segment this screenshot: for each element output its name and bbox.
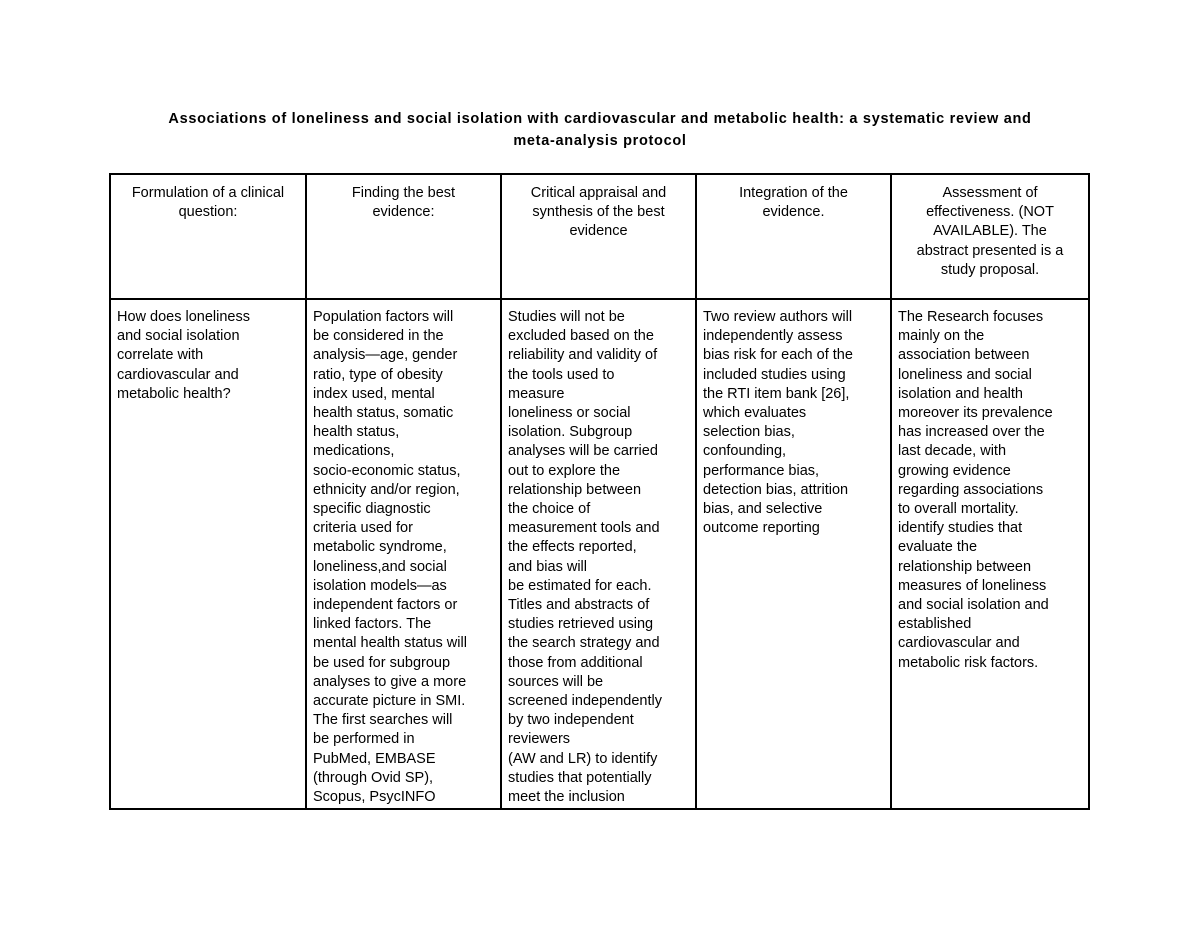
- body-cell-integration: [696, 299, 891, 809]
- header-text-finding-evidence: Finding the best evidence:: [351, 185, 456, 221]
- body-text-critical-appraisal: Studies will not be excluded based on the reliability and validity of the tools used to measure loneliness or social isolation. Subgroup analyses will be carried out to explore the relationship between the choice of measurement tools and the effects reported, and bias will be estimated for each. Titles and abstracts of studies retrieved using the search strategy and those from additional sources will be screened independently by two independent reviewers (AW and LR) to identify studies that potentially meet the inclusion: [508, 309, 662, 806]
- header-text-integration: Integration of the evidence.: [739, 185, 848, 221]
- header-cell-assessment: [891, 174, 1089, 299]
- document-title-line-2: meta-analysis protocol: [513, 133, 687, 149]
- header-cell-critical-appraisal: [501, 174, 696, 299]
- document-title: [110, 108, 1090, 152]
- body-text-assessment: The Research focuses mainly on the association between loneliness and social isolation and health moreover its prevalence has increased over the last decade, with growing evidence regarding associations to overall mortality. identify studies that evaluate the relationship between measures of loneliness and social isolation and established cardiovascular and metabolic risk factors.: [898, 309, 1053, 671]
- document-title-line-1: Associations of loneliness and social isolation with cardiovascular and metabolic health: a systematic review and: [168, 111, 1032, 127]
- header-cell-clinical-question: [110, 174, 306, 299]
- header-cell-integration: [696, 174, 891, 299]
- table-body-row: [110, 299, 1089, 809]
- table-header-row: [110, 174, 1089, 299]
- body-text-integration: Two review authors will independently assess bias risk for each of the included studies using the RTI item bank [26], which evaluates selection bias, confounding, performance bias, detection bias, attrition bias, and selective outcome reporting: [703, 309, 853, 537]
- header-text-critical-appraisal: Critical appraisal and synthesis of the best evidence: [530, 185, 667, 240]
- body-cell-finding-evidence: [306, 299, 501, 809]
- body-cell-clinical-question: [110, 299, 306, 809]
- body-cell-assessment: [891, 299, 1089, 809]
- header-text-assessment: Assessment of effectiveness. (NOT AVAILABLE). The abstract presented is a study proposal.: [916, 185, 1064, 278]
- header-text-clinical-question: Formulation of a clinical question:: [131, 185, 285, 221]
- body-text-clinical-question: How does loneliness and social isolation correlate with cardiovascular and metabolic health?: [117, 309, 250, 402]
- header-cell-finding-evidence: [306, 174, 501, 299]
- body-cell-critical-appraisal: [501, 299, 696, 809]
- ebp-table: [109, 173, 1090, 810]
- body-text-finding-evidence: Population factors will be considered in the analysis—age, gender ratio, type of obesity index used, mental health status, somatic health status, medications, socio-economic status, ethnicity and/or region, specific diagnostic criteria used for metabolic syndrome, loneliness,and social isolation models—as independent factors or linked factors. The mental health status will be used for subgroup analyses to give a more accurate picture in SMI. The first searches will be performed in PubMed, EMBASE (through Ovid SP), Scopus, PsycINFO: [313, 309, 467, 806]
